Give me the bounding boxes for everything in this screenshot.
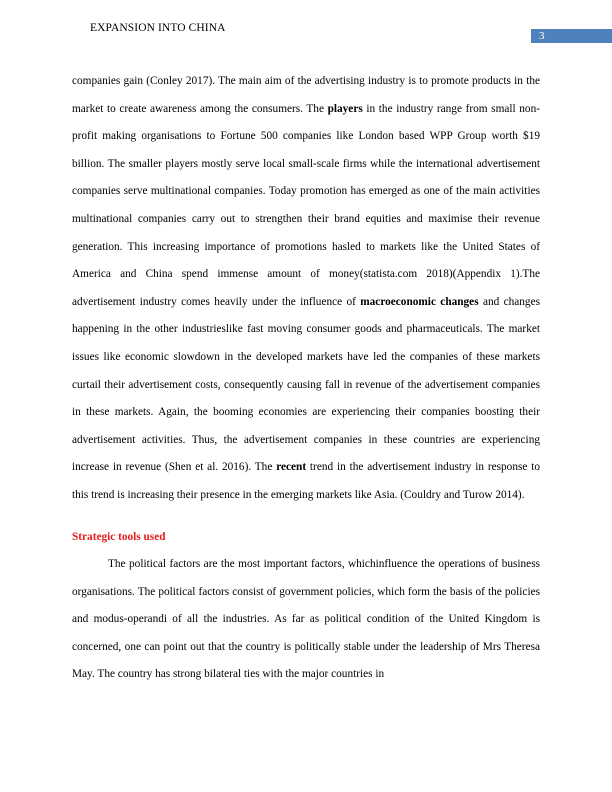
- document-body: [72, 68, 540, 689]
- paragraph-advertising-industry: [72, 68, 540, 510]
- bold-term-recent: recent: [276, 461, 307, 474]
- paragraph-text: trend in the advertisement industry in response to this trend is increasing their presence in the emerging markets like Asia. (Couldry and Turow 2014).: [72, 461, 540, 501]
- paragraph-text: in the industry range from small non-profit making organisations to Fortune 500 companies like London based WPP Group worth $19 billion. The smaller players mostly serve local small-scale firms while the international advertisement companies serve multinational companies. Today promotion has emerged as one of the main activities multinational companies carry out to strengthen their brand equities and maximise their revenue generation. This increasing importance of promotions hasled to markets like the United States of America and China spend immense amount of money(statista.com 2018)(Appendix 1).The advertisement industry comes heavily under the influence of: [72, 102, 540, 308]
- paragraph-text: companies gain (Conley 2017). The main aim of the advertising industry is to promote products in the market to create awareness among the consumers. The: [72, 75, 540, 115]
- bold-term-players: players: [327, 102, 363, 115]
- page-number-bar: [531, 29, 612, 43]
- paragraph-text: and changes happening in the other industrieslike fast moving consumer goods and pharmaceuticals. The market issues like economic slowdown in the developed markets have led the companies of these markets curtail their advertisement costs, consequently causing fall in revenue of the advertisement companies in these markets. Again, the booming economies are experiencing their companies boosting their advertisement activities. Thus, the advertisement companies in these countries are experiencing increase in revenue (Shen et al. 2016). The: [72, 295, 540, 474]
- page-number: 3: [539, 30, 545, 42]
- bold-term-macroeconomic-changes: macroeconomic changes: [360, 295, 479, 308]
- section-heading: Strategic tools used: [72, 530, 166, 543]
- paragraph-political-factors: The political factors are the most important factors, whichinfluence the operations of business organisations. The political factors consist of government policies, which form the basis of the policies and modus-operandi of all the industries. As far as political condition of the United Kingdom is concerned, one can point out that the country is politically stable under the leadership of Mrs Theresa May. The country has strong bilateral ties with the major countries in: [72, 558, 540, 681]
- running-head: EXPANSION INTO CHINA: [90, 22, 226, 34]
